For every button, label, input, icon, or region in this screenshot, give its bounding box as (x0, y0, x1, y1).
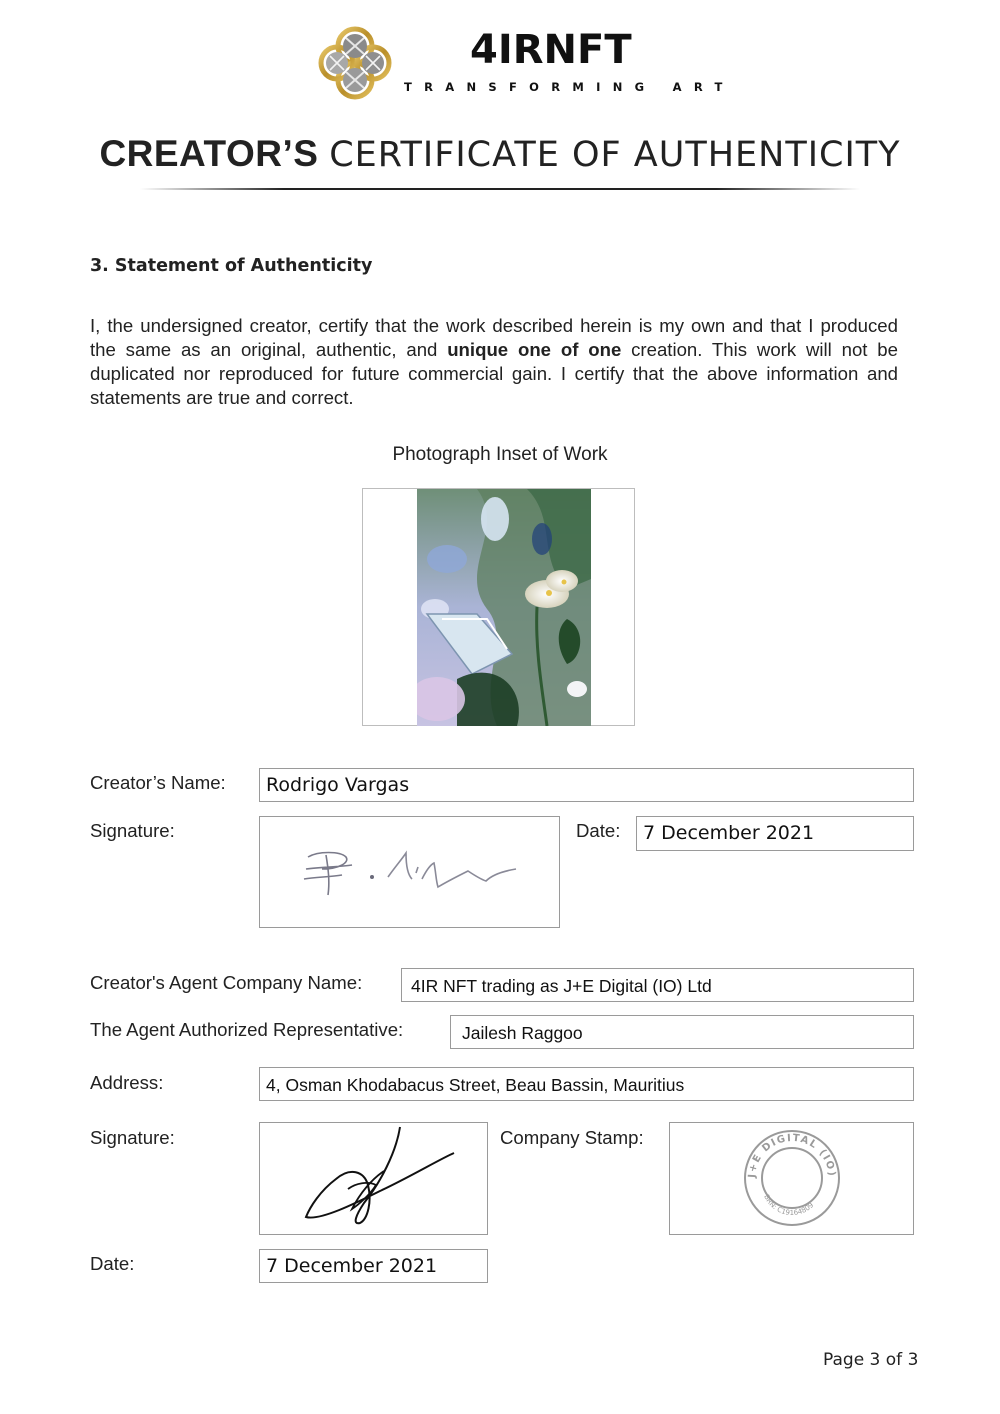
stamp-text-bottom: BRN: C19164809 (762, 1193, 816, 1218)
authenticity-statement (90, 314, 898, 410)
creator-signature-box[interactable] (259, 816, 560, 928)
page-number: Page 3 of 3 (823, 1350, 919, 1370)
agent-signature-image (260, 1123, 487, 1234)
agent-date-field[interactable] (259, 1249, 488, 1283)
agent-date-value: 7 December 2021 (266, 1255, 438, 1277)
company-stamp-label: Company Stamp: (500, 1127, 644, 1148)
statement-emphasis: unique one of one (447, 339, 622, 360)
title-divider (140, 188, 860, 190)
agent-company-label: Creator's Agent Company Name: (90, 972, 363, 993)
creator-date-field[interactable] (636, 816, 914, 851)
creator-name-label: Creator’s Name: (90, 772, 226, 793)
agent-rep-label: The Agent Authorized Representative: (90, 1019, 404, 1040)
agent-rep-field[interactable] (450, 1015, 914, 1049)
svg-text:BRN: C19164809 (762, 1193, 815, 1217)
agent-address-value: 4, Osman Khodabacus Street, Beau Bassin, Mauritius (266, 1075, 685, 1095)
statement-part-2: creation. This work will not be duplicated nor reproduced for future commercial gain. I certify that the above information and statements are true and correct. (90, 339, 898, 408)
creator-name-field[interactable] (259, 768, 914, 802)
stamp-text-top: J+E DIGITAL (IO) (746, 1132, 838, 1179)
agent-address-label: Address: (90, 1072, 164, 1093)
photo-caption: Photograph Inset of Work (392, 444, 608, 465)
agent-signature-label: Signature: (90, 1127, 175, 1148)
agent-address-field[interactable] (259, 1067, 914, 1101)
page-title (0, 133, 1000, 175)
creator-signature-image (260, 817, 559, 927)
creator-name-value: Rodrigo Vargas (266, 774, 410, 796)
brand-name: 4IRNFT (470, 27, 632, 73)
agent-company-value: 4IR NFT trading as J+E Digital (IO) Ltd (411, 976, 712, 996)
creator-date-label: Date: (576, 820, 621, 841)
agent-company-field[interactable] (401, 968, 914, 1002)
agent-date-label: Date: (90, 1253, 135, 1274)
page-title-bold: CREATOR’S (99, 133, 319, 174)
creator-signature-label: Signature: (90, 820, 175, 841)
creator-date-value: 7 December 2021 (643, 822, 815, 844)
statement-part-1: I, the undersigned creator, certify that the work described herein is my own and that I produced the same as an original, authentic, and (90, 315, 898, 360)
artwork-image (417, 489, 591, 726)
section-number: 3. (90, 256, 109, 276)
brand-tagline: TRANSFORMING ART (404, 80, 735, 94)
company-stamp-box (669, 1122, 914, 1235)
section-heading (90, 256, 372, 276)
agent-rep-value: Jailesh Raggoo (462, 1023, 583, 1043)
brand-logo (316, 24, 394, 102)
company-stamp-image (670, 1123, 913, 1234)
page-title-rest: CERTIFICATE OF AUTHENTICITY (329, 135, 901, 175)
agent-signature-box[interactable] (259, 1122, 488, 1235)
section-title: Statement of Authenticity (114, 256, 373, 276)
